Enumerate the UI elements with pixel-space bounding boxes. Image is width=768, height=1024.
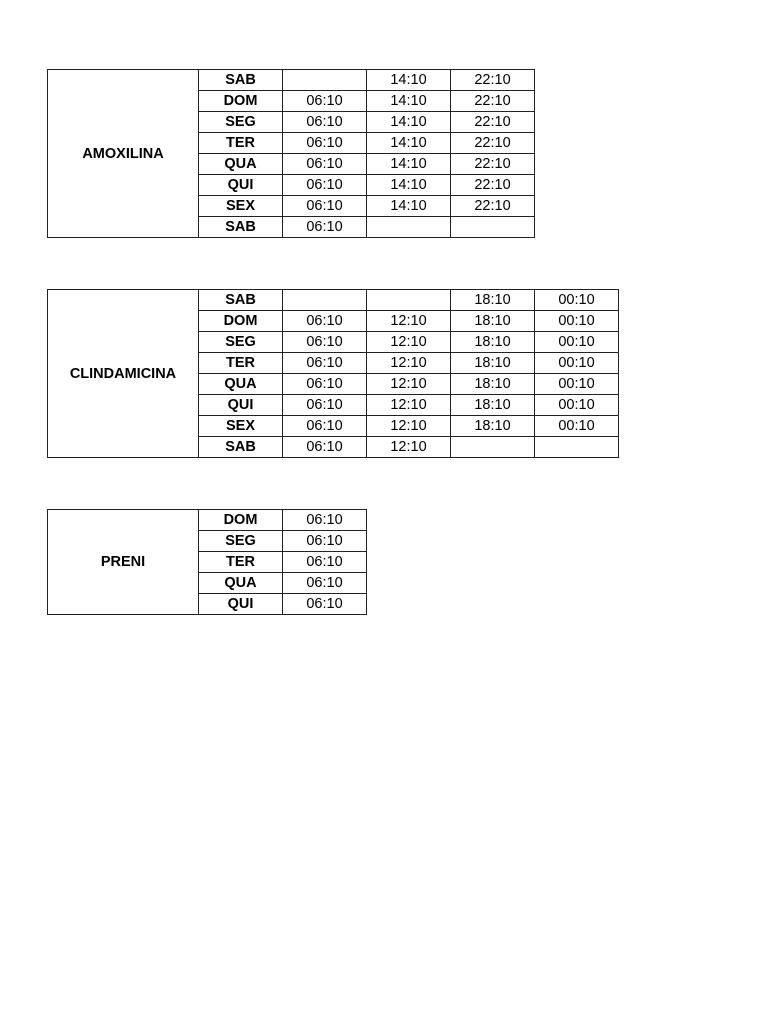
time-cell: 06:10 [283,416,367,437]
time-cell [535,437,619,458]
time-cell: 06:10 [283,112,367,133]
day-cell: TER [199,353,283,374]
time-cell: 06:10 [283,531,367,552]
time-cell: 18:10 [451,290,535,311]
time-cell: 00:10 [535,374,619,395]
day-cell: TER [199,133,283,154]
time-cell: 22:10 [451,196,535,217]
time-cell: 00:10 [535,416,619,437]
time-cell: 06:10 [283,175,367,196]
day-cell: TER [199,552,283,573]
drug-name-cell: CLINDAMICINA [48,290,199,458]
day-cell: QUA [199,154,283,175]
time-cell: 06:10 [283,395,367,416]
time-cell: 06:10 [283,196,367,217]
time-cell: 22:10 [451,154,535,175]
time-cell: 00:10 [535,395,619,416]
time-cell: 22:10 [451,91,535,112]
drug-name-cell: PRENI [48,510,199,615]
time-cell: 14:10 [367,196,451,217]
time-cell: 00:10 [535,311,619,332]
time-cell: 00:10 [535,290,619,311]
time-cell: 12:10 [367,311,451,332]
time-cell: 06:10 [283,332,367,353]
time-cell: 14:10 [367,175,451,196]
time-cell: 06:10 [283,91,367,112]
time-cell: 06:10 [283,311,367,332]
amoxilina-schedule-table [47,69,535,238]
day-cell: SAB [199,290,283,311]
day-cell: QUA [199,374,283,395]
time-cell [451,217,535,238]
day-cell: DOM [199,311,283,332]
time-cell: 22:10 [451,70,535,91]
clindamicina-schedule-table [47,289,619,458]
day-cell: QUI [199,175,283,196]
day-cell: SAB [199,70,283,91]
time-cell: 22:10 [451,133,535,154]
day-cell: SAB [199,217,283,238]
time-cell: 22:10 [451,112,535,133]
time-cell: 06:10 [283,154,367,175]
time-cell: 14:10 [367,91,451,112]
time-cell: 06:10 [283,217,367,238]
time-cell [283,290,367,311]
day-cell: SEG [199,531,283,552]
time-cell: 18:10 [451,332,535,353]
time-cell: 14:10 [367,70,451,91]
day-cell: QUA [199,573,283,594]
day-cell: SEG [199,112,283,133]
time-cell: 14:10 [367,112,451,133]
time-cell: 18:10 [451,416,535,437]
time-cell: 12:10 [367,437,451,458]
time-cell: 12:10 [367,395,451,416]
day-cell: SAB [199,437,283,458]
time-cell: 00:10 [535,332,619,353]
time-cell: 12:10 [367,374,451,395]
time-cell: 12:10 [367,416,451,437]
time-cell: 18:10 [451,353,535,374]
day-cell: QUI [199,395,283,416]
day-cell: QUI [199,594,283,615]
time-cell: 06:10 [283,510,367,531]
time-cell [367,290,451,311]
time-cell: 06:10 [283,374,367,395]
day-cell: SEG [199,332,283,353]
drug-name-cell: AMOXILINA [48,70,199,238]
time-cell [367,217,451,238]
time-cell: 18:10 [451,395,535,416]
time-cell: 14:10 [367,133,451,154]
time-cell: 00:10 [535,353,619,374]
table-row [48,510,367,531]
time-cell: 22:10 [451,175,535,196]
time-cell [451,437,535,458]
preni-schedule-table [47,509,367,615]
time-cell: 06:10 [283,594,367,615]
time-cell: 06:10 [283,573,367,594]
time-cell: 12:10 [367,332,451,353]
day-cell: SEX [199,416,283,437]
day-cell: DOM [199,91,283,112]
day-cell: SEX [199,196,283,217]
table-row [48,70,535,91]
time-cell: 06:10 [283,552,367,573]
time-cell [283,70,367,91]
time-cell: 06:10 [283,437,367,458]
time-cell: 06:10 [283,133,367,154]
time-cell: 06:10 [283,353,367,374]
day-cell: DOM [199,510,283,531]
time-cell: 12:10 [367,353,451,374]
time-cell: 18:10 [451,311,535,332]
table-row [48,290,619,311]
time-cell: 18:10 [451,374,535,395]
time-cell: 14:10 [367,154,451,175]
